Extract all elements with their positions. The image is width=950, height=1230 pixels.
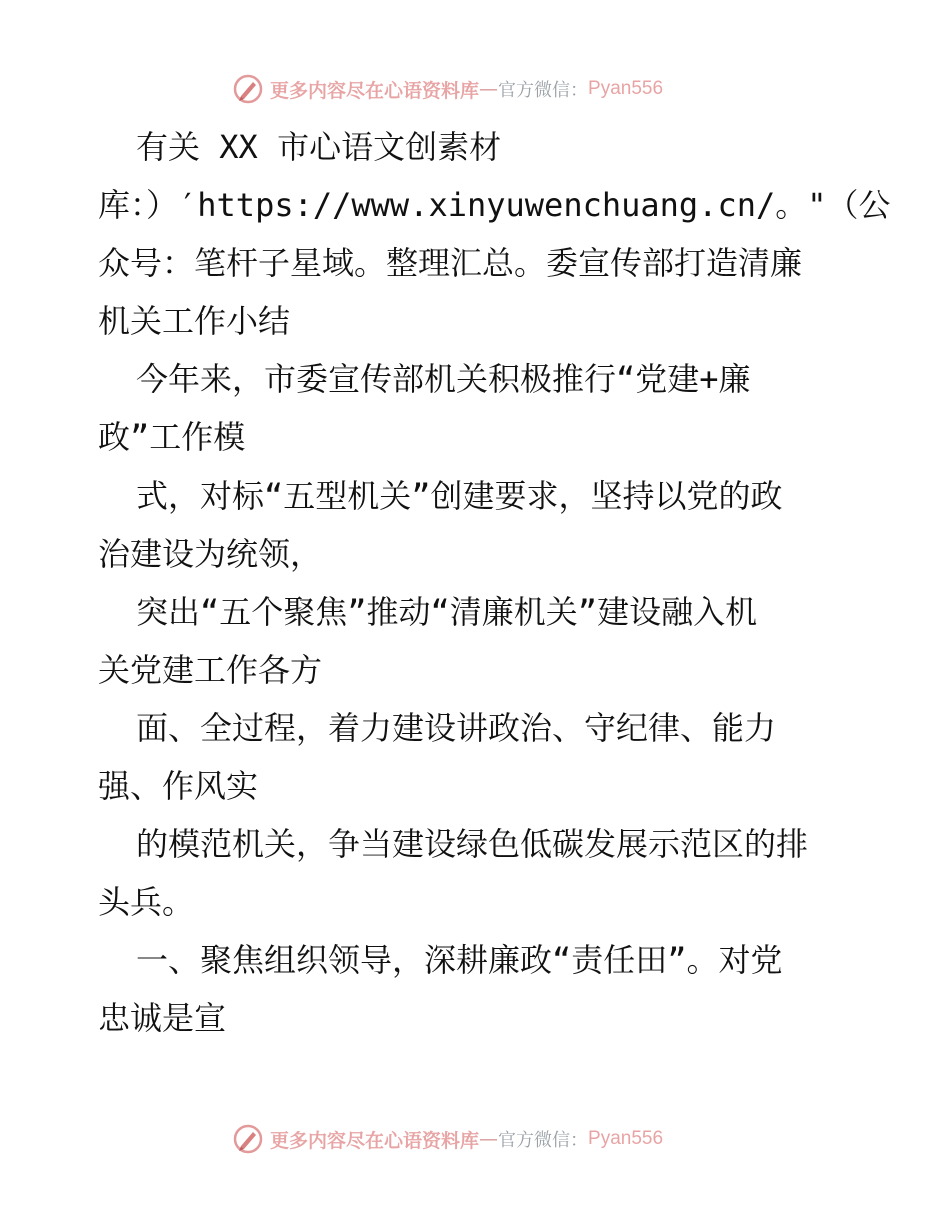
watermark-label: 官方微信：	[498, 1130, 589, 1151]
text-line: 一、聚焦组织领导，深耕廉政“责任田”。对党	[136, 941, 783, 980]
text-line: 忠诚是宣	[98, 999, 227, 1038]
text-line: 治建设为统领，	[98, 534, 323, 573]
text-line: 式，对标“五型机关”创建要求，坚持以党的政	[136, 476, 783, 515]
text-line: 突出“五个聚焦”推动“清廉机关”建设融入机	[136, 592, 758, 631]
pen-logo-icon	[232, 1123, 264, 1155]
text-line: 机关工作小结	[98, 302, 291, 341]
text-line: 头兵。	[98, 883, 195, 922]
text-line: 政”工作模	[98, 418, 246, 457]
text-line: 面、全过程，着力建设讲政治、守纪律、能力	[136, 708, 777, 747]
footer-watermark	[232, 1122, 712, 1156]
watermark-label: 官方微信：	[498, 80, 589, 101]
text-line: 众号：笔杆子星域。整理汇总。委宣传部打造清廉	[98, 244, 803, 283]
text-line: 关党建工作各方	[98, 650, 323, 689]
watermark-title: 更多内容尽在心语资料库	[270, 1129, 480, 1152]
text-line: 今年来，市委宣传部机关积极推行“党建+廉	[136, 360, 751, 399]
document-body	[98, 118, 891, 1048]
text-line: 库：）′https://www.xinyuwenchuang.cn/。"（公	[98, 186, 891, 225]
text-line: 的模范机关，争当建设绿色低碳发展示范区的排	[136, 825, 809, 864]
watermark-title: 更多内容尽在心语资料库	[270, 79, 480, 102]
header-watermark	[232, 72, 712, 106]
text-line: 有关 XX 市心语文创素材	[136, 128, 502, 166]
watermark-id: Pyan556	[588, 1128, 664, 1149]
watermark-dash: —	[479, 78, 499, 100]
watermark-id: Pyan556	[588, 78, 664, 99]
watermark-dash: —	[479, 1128, 499, 1150]
pen-logo-icon	[232, 73, 264, 105]
text-line: 强、作风实	[98, 767, 259, 806]
